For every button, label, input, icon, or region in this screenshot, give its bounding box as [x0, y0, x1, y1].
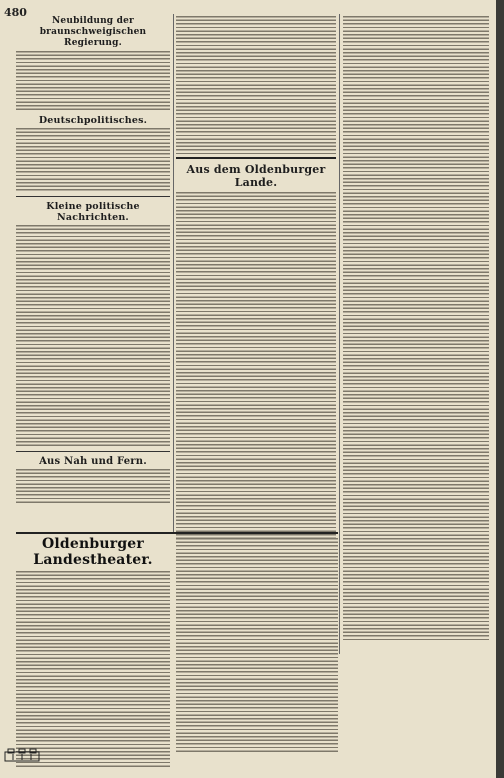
- headline-aus-nah-und-fern: Aus Nah und Fern.: [39, 456, 147, 467]
- article-text: [16, 225, 170, 447]
- headline-kleine-nachrichten: Kleine politische Nachrichten.: [46, 201, 140, 223]
- theater-column-right: [176, 536, 338, 756]
- divider: [16, 196, 170, 197]
- article-text: [16, 51, 170, 111]
- article-text: [176, 192, 336, 538]
- headline-landestheater: Oldenburger Landestheater.: [33, 536, 153, 568]
- library-stamp-icon: [4, 748, 40, 762]
- headline-oldenburger-lande: Aus dem Oldenburger Lande.: [186, 163, 326, 189]
- theater-section: [16, 532, 338, 568]
- theater-column-left: [16, 536, 170, 769]
- divider: [16, 451, 170, 452]
- article-text: [16, 128, 170, 192]
- column-left: [16, 14, 170, 505]
- article-text: [176, 16, 336, 154]
- divider: [16, 532, 338, 534]
- article-text: [343, 16, 489, 642]
- column-divider: [173, 14, 174, 532]
- headline-braunschweig: Neubildung der braunschweigischen Regierung.: [39, 16, 147, 48]
- review-text: [16, 571, 170, 767]
- column-right: [343, 14, 489, 644]
- headline-deutschpolitisches: Deutschpolitisches.: [38, 115, 148, 126]
- column-divider: [339, 14, 340, 654]
- page-number: 480: [4, 6, 27, 19]
- column-middle: [176, 14, 336, 540]
- article-text: [16, 469, 170, 503]
- binding-gutter: [496, 0, 504, 778]
- divider: [176, 157, 336, 159]
- review-text: [176, 538, 338, 754]
